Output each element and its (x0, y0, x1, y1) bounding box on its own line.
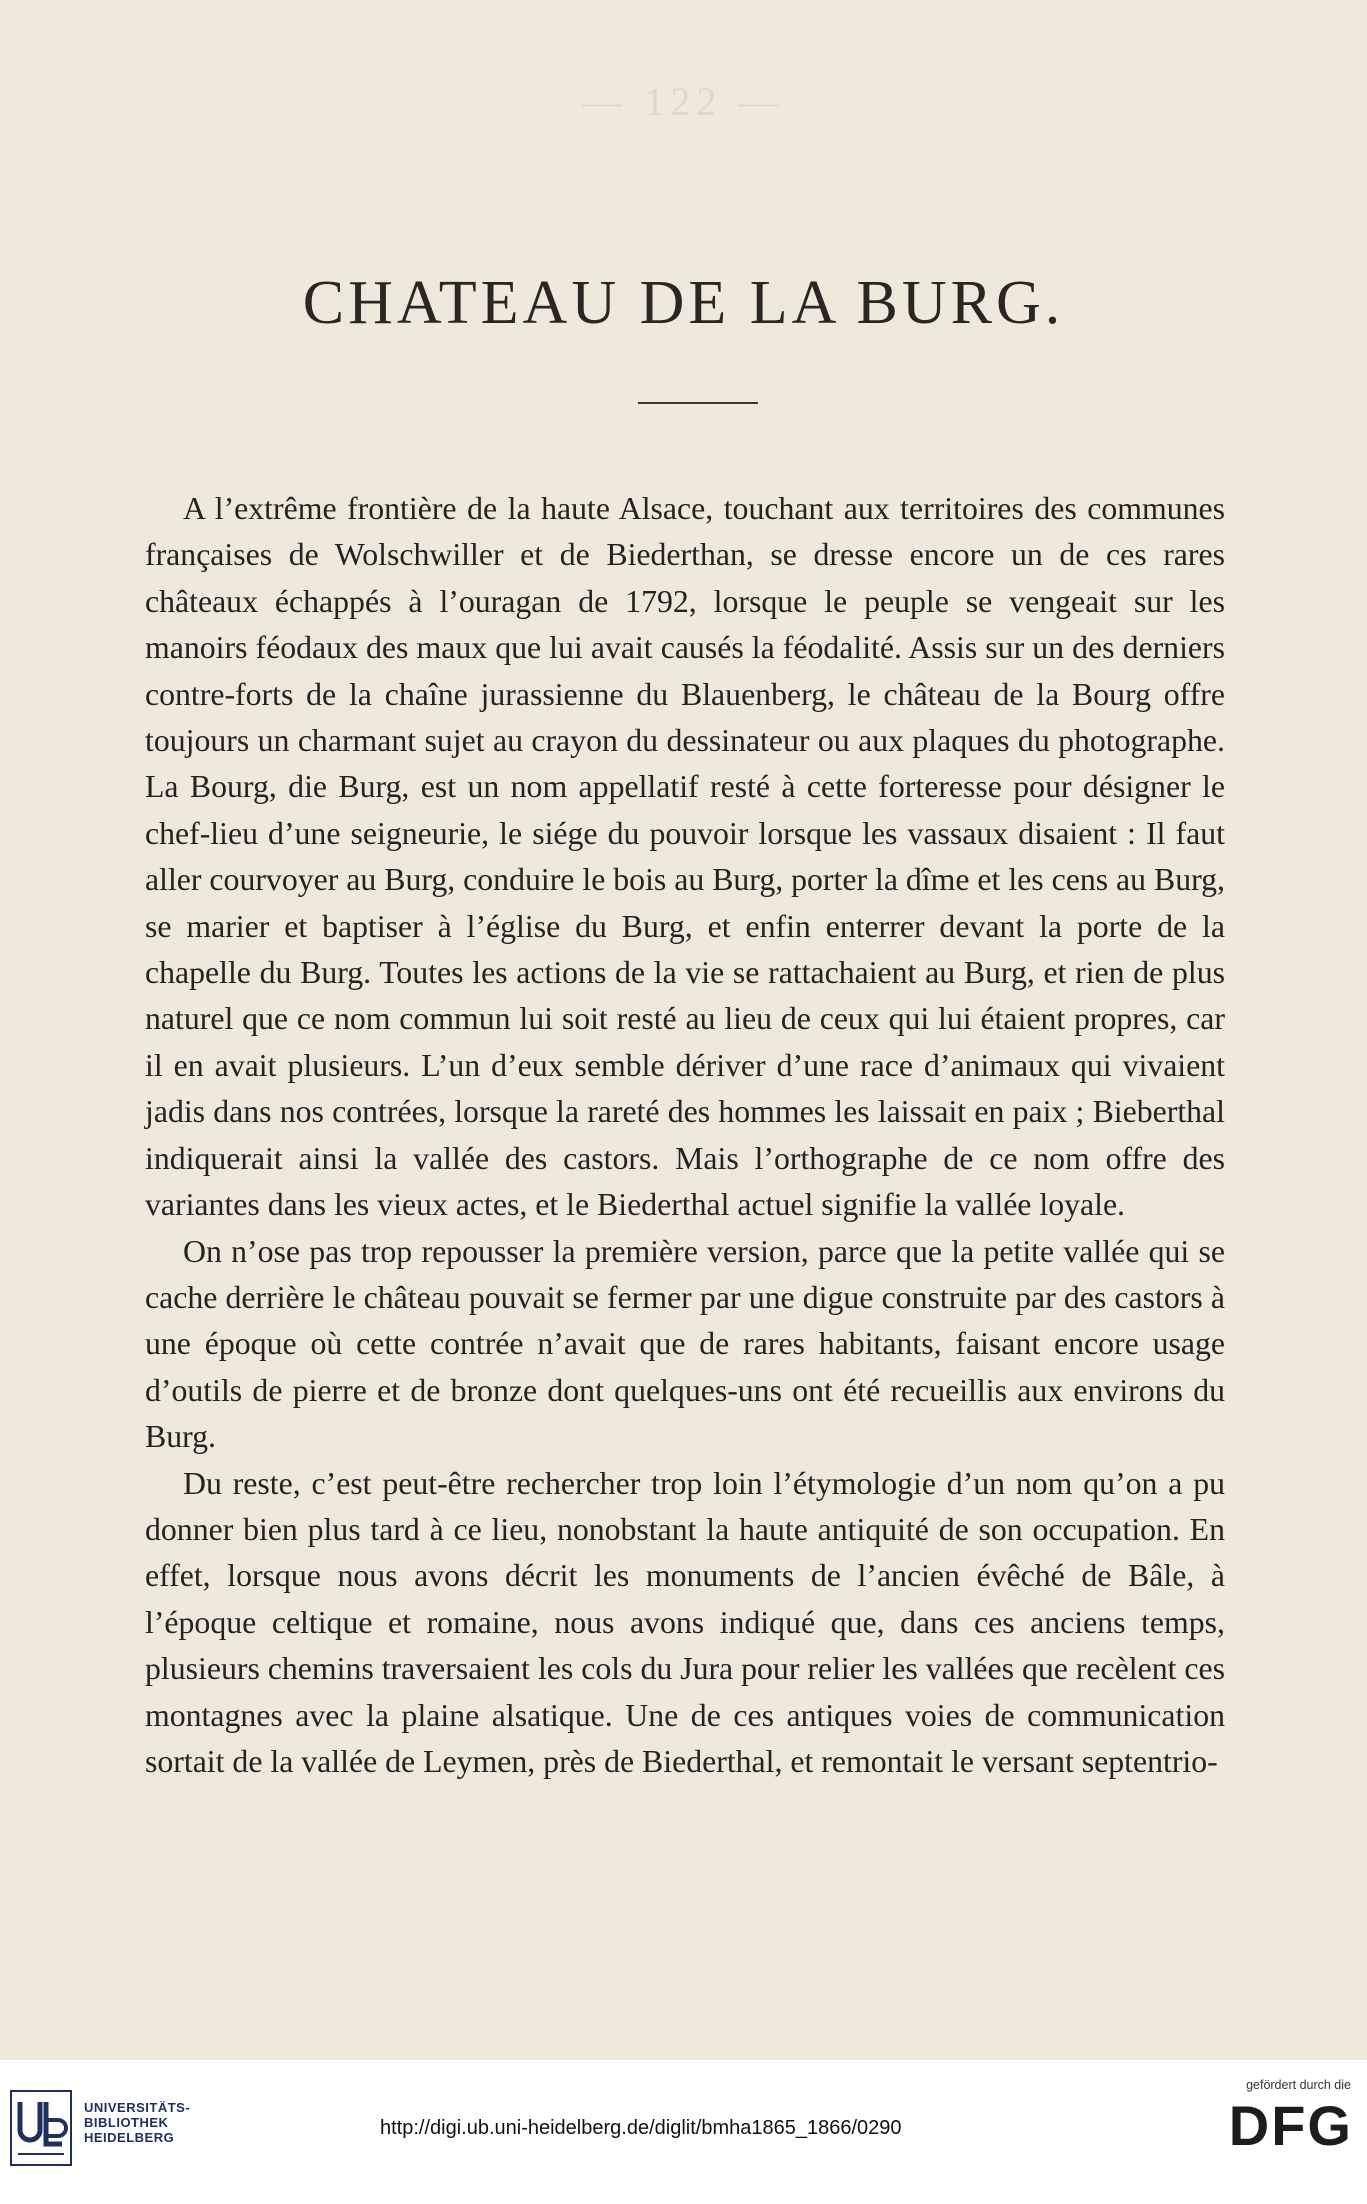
paragraph-2: On n’ose pas trop repousser la première version, parce que la petite vallée qui se cache derrière le château pouvait se fermer par une digue construite par des castors à une époque où cette contrée n’avait que de rares habitants, faisant encore usage d’outils de pierre et de bronze dont quelques-uns ont été recueillis aux environs du Burg. (145, 1233, 1225, 1455)
library-name (84, 2100, 190, 2145)
permalink-url[interactable]: http://digi.ub.uni-heidelberg.de/diglit/bmha1865_1866/0290 (380, 2117, 902, 2139)
body-text (145, 486, 1225, 1785)
viewer-footer (0, 2060, 1367, 2204)
page-title: CHATEAU DE LA BURG. (302, 269, 1065, 337)
library-name-line-3: HEIDELBERG (84, 2130, 175, 2145)
dfg-logo: DFG (1228, 2094, 1353, 2157)
bleed-through-page-number: — 122 — (582, 79, 785, 124)
university-library-logo-icon (10, 2090, 72, 2166)
funding-caption: gefördert durch die (1246, 2078, 1351, 2092)
paragraph-3: Du reste, c’est peut-être rechercher trop loin l’étymologie d’un nom qu’on a pu donner bien plus tard à ce lieu, nonobstant la haute antiquité de son occupation. En effet, lorsque nous avons décrit les monuments de l’ancien évêché de Bâle, à l’époque celtique et romaine, nous avons indiqué que, dans ces anciens temps, plusieurs chemins traversaient les cols du Jura pour relier les vallées que recèlent ces montagnes avec la plaine alsatique. Une de ces antiques voies de communication sortait de la vallée de Leymen, près de Biederthal, et remontait le versant septentrio- (145, 1465, 1225, 1779)
paragraph-1: A l’extrême frontière de la haute Alsace, touchant aux territoires des communes françaises de Wolschwiller et de Biederthan, se dresse encore un de ces rares châteaux échappés à l’ouragan de 1792, lorsque le peuple se vengeait sur les manoirs féodaux des maux que lui avait causés la féodalité. Assis sur un des derniers contre-forts de la chaîne jurassienne du Blauenberg, le château de la Bourg offre toujours un charmant sujet au crayon du dessinateur ou aux plaques du photographe. La Bourg, die Burg, est un nom appellatif resté à cette forteresse pour désigner le chef-lieu d’une seigneurie, le siége du pouvoir lorsque les vassaux disaient : Il faut aller courvoyer au Burg, conduire le bois au Burg, porter la dîme et les cens au Burg, se marier et baptiser à l’église du Burg, et enfin enterrer devant la porte de la chapelle du Burg. Toutes les actions de la vie se rattachaient au Burg, et rien de plus naturel que ce nom commun lui soit resté au lieu de ceux qui lui étaient propres, car il en avait plusieurs. L’un d’eux semble dériver d’une race d’animaux qui vivaient jadis dans nos contrées, lorsque la rareté des hommes les laissait en paix ; Bieberthal indiquerait ainsi la vallée des castors. Mais l’orthographe de ce nom offre des variantes dans les vieux actes, et le Biederthal actuel signifie la vallée loyale. (145, 491, 1225, 1223)
library-name-line-2: BIBLIOTHEK (84, 2115, 169, 2130)
library-name-line-1: UNIVERSITÄTS- (84, 2100, 191, 2115)
title-divider (638, 402, 758, 404)
